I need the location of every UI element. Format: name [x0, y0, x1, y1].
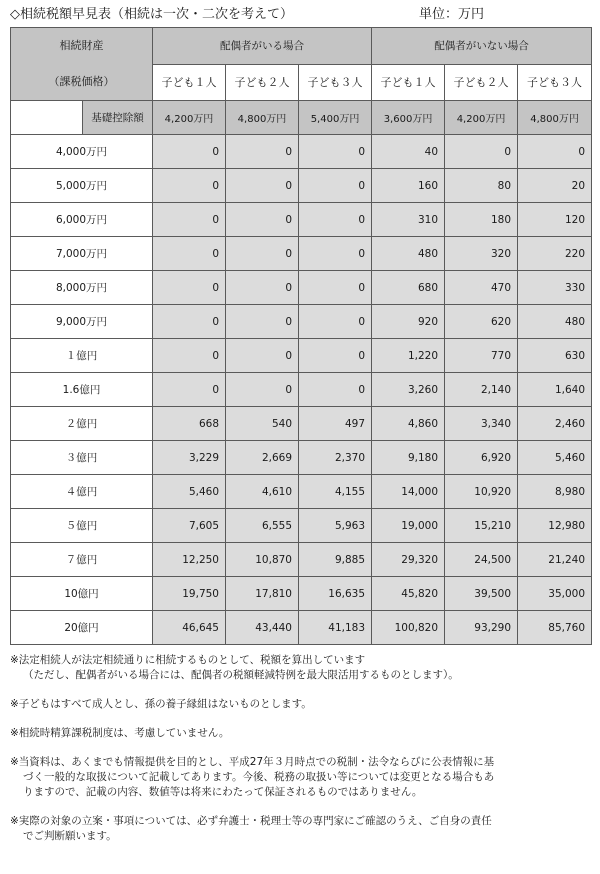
tax-value-cell: 0	[299, 305, 372, 339]
tax-value-cell: 480	[372, 237, 445, 271]
note-text: づく一般的な取扱について記載してあります。今後、税務の取扱い等については変更となる場合もあ	[23, 771, 495, 783]
tax-value-cell: 0	[226, 305, 299, 339]
tax-value-cell: 100,820	[372, 611, 445, 645]
table-row	[11, 543, 592, 577]
row-label: 1.6億円	[11, 373, 153, 407]
tax-value-cell: 0	[518, 135, 592, 169]
tax-value-cell: 497	[299, 407, 372, 441]
tax-value-cell: 35,000	[518, 577, 592, 611]
table-row	[11, 305, 592, 339]
note-text: でご判断願います。	[23, 830, 117, 842]
tax-value-cell: 330	[518, 271, 592, 305]
tax-value-cell: 3,260	[372, 373, 445, 407]
tax-value-cell: 0	[153, 373, 226, 407]
table-row	[11, 169, 592, 203]
tax-value-cell: 41,183	[299, 611, 372, 645]
tax-value-cell: 0	[226, 169, 299, 203]
tax-value-cell: 29,320	[372, 543, 445, 577]
children-label: 子ども１人	[153, 64, 226, 101]
table-row	[11, 577, 592, 611]
tax-value-cell: 0	[299, 271, 372, 305]
page-title: ◇相続税額早見表（相続は一次・二次を考えて）	[10, 7, 293, 22]
tax-value-cell: 19,000	[372, 509, 445, 543]
row-label: 20億円	[11, 611, 153, 645]
tax-value-cell: 2,370	[299, 441, 372, 475]
row-label: 9,000万円	[11, 305, 153, 339]
tax-value-cell: 160	[372, 169, 445, 203]
tax-value-cell: 0	[226, 135, 299, 169]
tax-value-cell: 6,555	[226, 509, 299, 543]
tax-value-cell: 770	[445, 339, 518, 373]
tax-value-cell: 630	[518, 339, 592, 373]
tax-value-cell: 0	[153, 135, 226, 169]
table-row	[11, 407, 592, 441]
table-row	[11, 237, 592, 271]
tax-value-cell: 5,963	[299, 509, 372, 543]
tax-value-cell: 8,980	[518, 475, 592, 509]
row-label: 8,000万円	[11, 271, 153, 305]
note-text: ※実際の対象の立案・事項については、必ず弁護士・税理士等の専門家にご確認のうえ、ご自身の責任	[10, 815, 492, 827]
deduction-value: 4,200万円	[153, 101, 226, 135]
tax-value-cell: 39,500	[445, 577, 518, 611]
deduction-value: 4,800万円	[226, 101, 299, 135]
tax-value-cell: 80	[445, 169, 518, 203]
deduction-value: 3,600万円	[372, 101, 445, 135]
children-label: 子ども２人	[226, 64, 299, 101]
tax-value-cell: 10,870	[226, 543, 299, 577]
deduction-value: 4,800万円	[518, 101, 592, 135]
tax-value-cell: 0	[153, 169, 226, 203]
tax-value-cell: 3,340	[445, 407, 518, 441]
notes-section	[10, 653, 590, 858]
note-consult-expert	[10, 814, 590, 844]
note-disclaimer	[10, 755, 590, 800]
tax-value-cell: 7,605	[153, 509, 226, 543]
row-label: 10億円	[11, 577, 153, 611]
tax-value-cell: 0	[445, 135, 518, 169]
row-label: ７億円	[11, 543, 153, 577]
deduction-row	[11, 101, 592, 135]
children-label: 子ども２人	[445, 64, 518, 101]
row-label: 4,000万円	[11, 135, 153, 169]
table-row	[11, 373, 592, 407]
tax-value-cell: 920	[372, 305, 445, 339]
note-adult-children: ※子どもはすべて成人とし、孫の養子縁組はないものとします。	[10, 698, 312, 710]
tax-value-cell: 40	[372, 135, 445, 169]
title-row	[10, 6, 590, 24]
tax-value-cell: 16,635	[299, 577, 372, 611]
row-label: 7,000万円	[11, 237, 153, 271]
tax-value-cell: 0	[153, 203, 226, 237]
tax-value-cell: 4,610	[226, 475, 299, 509]
table-row	[11, 441, 592, 475]
tax-value-cell: 480	[518, 305, 592, 339]
group-with-spouse: 配偶者がいる場合	[153, 28, 372, 65]
tax-value-cell: 0	[153, 339, 226, 373]
tax-value-cell: 24,500	[445, 543, 518, 577]
tax-value-cell: 680	[372, 271, 445, 305]
note-legal-heirs	[10, 653, 590, 683]
table-row	[11, 203, 592, 237]
tax-value-cell: 0	[226, 373, 299, 407]
tax-value-cell: 5,460	[518, 441, 592, 475]
tax-value-cell: 17,810	[226, 577, 299, 611]
row-label: ４億円	[11, 475, 153, 509]
tax-value-cell: 540	[226, 407, 299, 441]
tax-value-cell: 85,760	[518, 611, 592, 645]
left-header	[11, 28, 153, 101]
header-group-row	[11, 28, 592, 65]
tax-value-cell: 15,210	[445, 509, 518, 543]
row-label: ３億円	[11, 441, 153, 475]
tax-value-cell: 14,000	[372, 475, 445, 509]
tax-value-cell: 0	[299, 169, 372, 203]
tax-value-cell: 4,155	[299, 475, 372, 509]
tax-value-cell: 93,290	[445, 611, 518, 645]
tax-value-cell: 0	[226, 271, 299, 305]
tax-value-cell: 4,860	[372, 407, 445, 441]
tax-value-cell: 0	[226, 203, 299, 237]
tax-value-cell: 0	[226, 339, 299, 373]
tax-value-cell: 2,140	[445, 373, 518, 407]
row-label: ５億円	[11, 509, 153, 543]
unit-label: 単位：万円	[419, 7, 485, 22]
table-row	[11, 509, 592, 543]
tax-value-cell: 12,250	[153, 543, 226, 577]
note-settlement-tax: ※相続時精算課税制度は、考慮していません。	[10, 727, 230, 739]
tax-value-cell: 43,440	[226, 611, 299, 645]
deduction-label: 基礎控除額	[83, 101, 153, 135]
table-row	[11, 135, 592, 169]
tax-value-cell: 46,645	[153, 611, 226, 645]
row-label: ２億円	[11, 407, 153, 441]
tax-value-cell: 0	[299, 237, 372, 271]
tax-value-cell: 310	[372, 203, 445, 237]
row-label: １億円	[11, 339, 153, 373]
children-label: 子ども３人	[518, 64, 592, 101]
children-label: 子ども１人	[372, 64, 445, 101]
tax-value-cell: 320	[445, 237, 518, 271]
left-header-line2: （課税価格）	[48, 75, 115, 88]
tax-value-cell: 0	[299, 373, 372, 407]
tax-value-cell: 19,750	[153, 577, 226, 611]
row-label: 5,000万円	[11, 169, 153, 203]
table-row	[11, 271, 592, 305]
tax-value-cell: 120	[518, 203, 592, 237]
tax-value-cell: 220	[518, 237, 592, 271]
tax-value-cell: 3,229	[153, 441, 226, 475]
group-without-spouse: 配偶者がいない場合	[372, 28, 592, 65]
tax-value-cell: 6,920	[445, 441, 518, 475]
tax-value-cell: 5,460	[153, 475, 226, 509]
tax-value-cell: 0	[153, 305, 226, 339]
table-row	[11, 339, 592, 373]
note-text: ※法定相続人が法定相続通りに相続するものとして、税額を算出しています	[10, 654, 366, 666]
note-text: ※当資料は、あくまでも情報提供を目的とし、平成27年３月時点での税制・法令ならびに公表情報に基	[10, 756, 495, 768]
tax-value-cell: 0	[299, 203, 372, 237]
row-label: 6,000万円	[11, 203, 153, 237]
tax-value-cell: 1,220	[372, 339, 445, 373]
note-text: りますので、記載の内容、数値等は将来にわたって保証されるものではありません。	[23, 786, 423, 798]
tax-value-cell: 21,240	[518, 543, 592, 577]
table-row	[11, 611, 592, 645]
tax-value-cell: 2,460	[518, 407, 592, 441]
tax-value-cell: 668	[153, 407, 226, 441]
tax-value-cell: 180	[445, 203, 518, 237]
note-text: （ただし、配偶者がいる場合には、配偶者の税額軽減特例を最大限活用するものとします）。	[23, 669, 459, 681]
left-header-line1: 相続財産	[59, 39, 104, 52]
tax-value-cell: 10,920	[445, 475, 518, 509]
deduction-value: 4,200万円	[445, 101, 518, 135]
tax-value-cell: 620	[445, 305, 518, 339]
tax-value-cell: 470	[445, 271, 518, 305]
tax-value-cell: 0	[226, 237, 299, 271]
tax-value-cell: 9,180	[372, 441, 445, 475]
tax-value-cell: 9,885	[299, 543, 372, 577]
table-row	[11, 475, 592, 509]
tax-value-cell: 0	[299, 135, 372, 169]
tax-value-cell: 20	[518, 169, 592, 203]
tax-value-cell: 2,669	[226, 441, 299, 475]
tax-table	[10, 27, 592, 645]
tax-value-cell: 0	[153, 271, 226, 305]
tax-value-cell: 12,980	[518, 509, 592, 543]
blank-cell	[11, 101, 83, 135]
tax-value-cell: 0	[153, 237, 226, 271]
deduction-value: 5,400万円	[299, 101, 372, 135]
tax-value-cell: 45,820	[372, 577, 445, 611]
tax-value-cell: 0	[299, 339, 372, 373]
children-label: 子ども３人	[299, 64, 372, 101]
tax-value-cell: 1,640	[518, 373, 592, 407]
